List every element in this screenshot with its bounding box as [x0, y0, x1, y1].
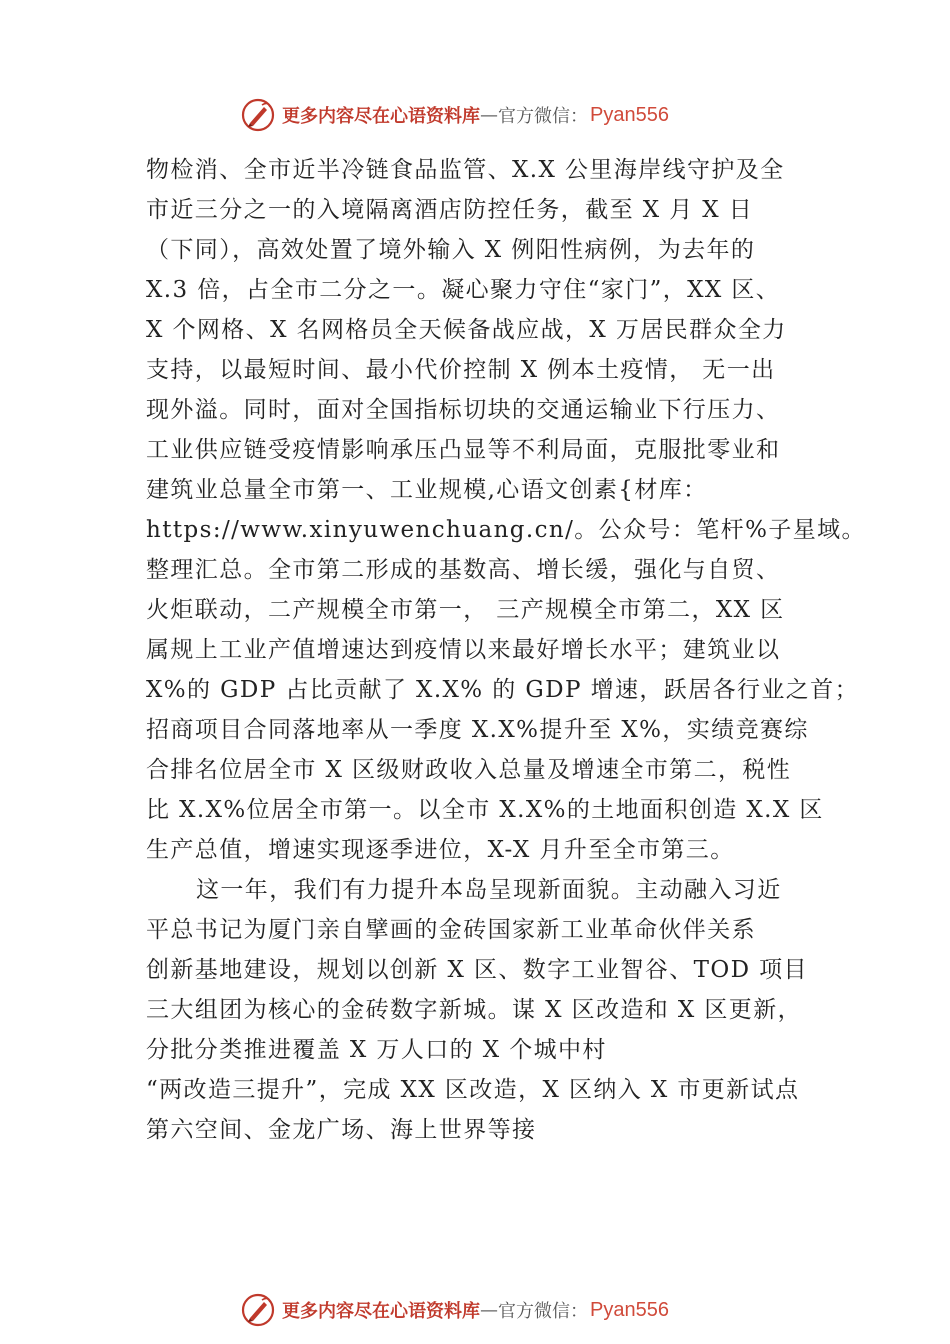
banner-separator: — — [480, 104, 498, 126]
banner-wechat-id: Pyan556 — [590, 1298, 669, 1321]
text-line: 市近三分之一的入境隔离酒店防控任务，截至 X 月 X 日 — [146, 197, 754, 223]
banner-wechat-label: 官方微信： — [498, 1301, 588, 1322]
banner-wechat-id: Pyan556 — [590, 103, 669, 126]
banner-brand-text: 更多内容尽在心语资料库 — [282, 1301, 480, 1322]
text-line: 现外溢。同时，面对全国指标切块的交通运输业下行压力、 — [146, 397, 781, 423]
text-line: 工业供应链受疫情影响承压凸显等不利局面，克服批零业和 — [146, 437, 781, 463]
text-line: 物检消、全市近半冷链食品监管、X.X 公里海岸线守护及全 — [146, 157, 785, 183]
text-line: 比 X.X%位居全市第一。以全市 X.X%的土地面积创造 X.X 区 — [146, 797, 824, 823]
text-line: “两改造三提升”，完成 XX 区改造，X 区纳入 X 市更新试点 — [146, 1077, 800, 1103]
footer-banner — [240, 1290, 740, 1330]
pen-logo-icon — [240, 97, 276, 133]
text-line: 建筑业总量全市第一、工业规模,心语文创素{材库： — [146, 477, 708, 503]
text-line: 分批分类推进覆盖 X 万人口的 X 个城中村 — [146, 1037, 607, 1063]
text-line: X.3 倍，占全市二分之一。凝心聚力守住“家门”，XX 区、 — [146, 277, 781, 303]
text-line: （下同），高效处置了境外输入 X 例阳性病例，为去年的 — [146, 237, 756, 263]
text-line: 支持，以最短时间、最小代价控制 X 例本土疫情， 无一出 — [146, 357, 776, 383]
text-line: 三大组团为核心的金砖数字新城。谋 X 区改造和 X 区更新， — [146, 997, 802, 1023]
document-body — [146, 150, 866, 1150]
header-banner — [240, 95, 740, 135]
text-line: 招商项目合同落地率从一季度 X.X%提升至 X%，实绩竞赛综 — [146, 717, 809, 743]
text-line: 生产总值，增速实现逐季进位，X-X 月升至全市第三。 — [146, 837, 735, 863]
banner-brand-text: 更多内容尽在心语资料库 — [282, 106, 480, 127]
text-line: 整理汇总。全市第二形成的基数高、增长缓，强化与自贸、 — [146, 557, 781, 583]
text-line: 第六空间、金龙广场、海上世界等接 — [146, 1117, 537, 1143]
text-line: X%的 GDP 占比贡献了 X.X% 的 GDP 增速，跃居各行业之首； — [146, 677, 859, 703]
pen-logo-icon — [240, 1292, 276, 1328]
banner-separator: — — [480, 1299, 498, 1321]
text-line-url: https://www.xinyuwenchuang.cn/。公众号：笔杆%子星域。 — [146, 517, 866, 543]
text-line: 平总书记为厦门亲自擘画的金砖国家新工业革命伙伴关系 — [146, 917, 756, 943]
text-line: 合排名位居全市 X 区级财政收入总量及增速全市第二，税性 — [146, 757, 792, 783]
paragraph-2-first-line: 这一年，我们有力提升本岛呈现新面貌。主动融入习近 — [196, 877, 782, 903]
banner-wechat-label: 官方微信： — [498, 106, 588, 127]
text-line: 火炬联动，二产规模全市第一， 三产规模全市第二，XX 区 — [146, 597, 785, 623]
text-line: X 个网格、X 名网格员全天候备战应战，X 万居民群众全力 — [146, 317, 787, 343]
text-line: 属规上工业产值增速达到疫情以来最好增长水平；建筑业以 — [146, 637, 781, 663]
text-line: 创新基地建设，规划以创新 X 区、数字工业智谷、TOD 项目 — [146, 957, 808, 983]
